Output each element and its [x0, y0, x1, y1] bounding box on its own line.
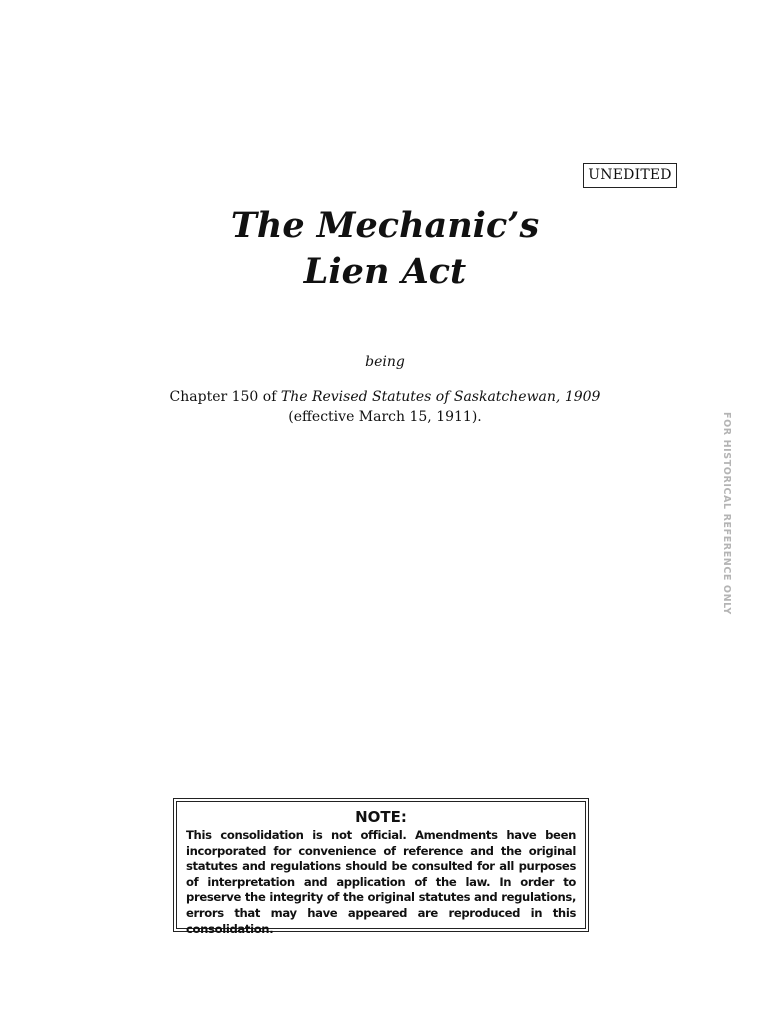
being-label: being — [365, 354, 405, 370]
note-inner-frame — [176, 801, 586, 936]
note-box — [173, 798, 589, 936]
historical-reference-watermark: FOR HISTORICAL REFERENCE ONLY — [721, 411, 732, 615]
citation-statute: The Revised Statutes of Saskatchewan, 1909 — [280, 389, 601, 405]
citation-prefix: Chapter 150 of — [169, 389, 281, 405]
unedited-stamp: UNEDITED — [583, 163, 677, 188]
citation — [150, 387, 620, 427]
citation-line-1 — [150, 387, 620, 407]
citation-effective: (effective March 15, 1911). — [288, 409, 482, 425]
document-title — [150, 203, 620, 295]
note-body: This consolidation is not official. Amendments have been incorporated for convenience of reference and the original statutes and regulations should be consulted for all purposes of interpretation and application of the law. In order to preserve the integrity of the original statutes and regulations, errors that may have appeared are reproduced in this consolidation. — [186, 828, 576, 936]
title-line-2: Lien Act — [303, 251, 467, 292]
title-line-1: The Mechanic’s — [230, 205, 540, 246]
note-heading: NOTE: — [355, 808, 407, 826]
